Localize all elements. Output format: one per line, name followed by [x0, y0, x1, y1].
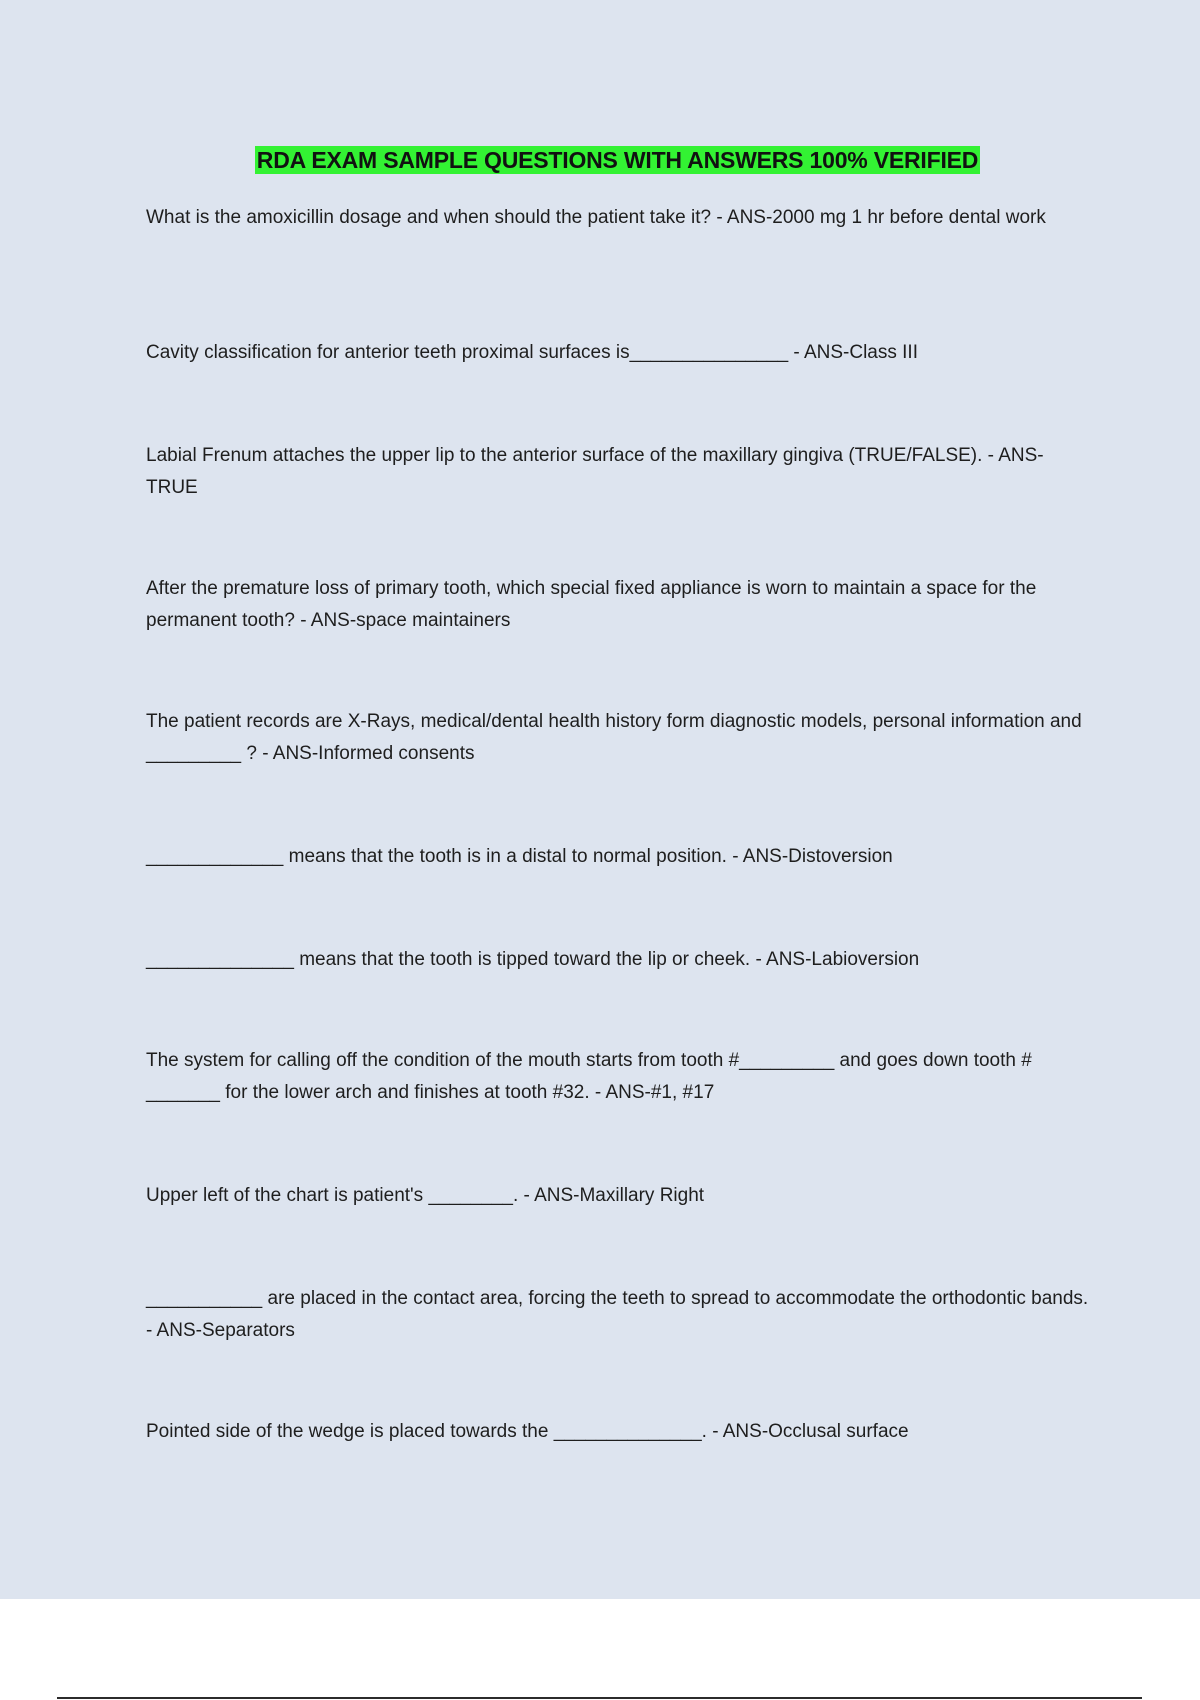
- qa-item-11: Pointed side of the wedge is placed towards the ______________. - ANS-Occlusal surface: [146, 1421, 909, 1442]
- qa-item-10: ___________ are placed in the contact area, forcing the teeth to spread to accommodate the orthodontic bands. - ANS-Separators: [146, 1288, 1089, 1341]
- qa-item-3: Labial Frenum attaches the upper lip to the anterior surface of the maxillary gingiva (TRUE/FALSE). - ANS-TRUE: [146, 445, 1044, 498]
- document-title: RDA EXAM SAMPLE QUESTIONS WITH ANSWERS 100% VERIFIED: [256, 147, 979, 173]
- qa-item-9: Upper left of the chart is patient's ________. - ANS-Maxillary Right: [146, 1185, 705, 1206]
- qa-item-7: ______________ means that the tooth is tipped toward the lip or cheek. - ANS-Labioversion: [146, 949, 920, 970]
- qa-item-2: Cavity classification for anterior teeth proximal surfaces is_______________ - ANS-Class III: [146, 342, 918, 363]
- page-bottom-rule: [57, 1697, 1142, 1699]
- qa-item-8: The system for calling off the condition of the mouth starts from tooth #_________ and goes down tooth # _______ for the lower arch and finishes at tooth #32. - ANS-#1, #17: [146, 1050, 1032, 1103]
- qa-item-5: The patient records are X-Rays, medical/dental health history form diagnostic models, personal information and _________ ? - ANS-Informed consents: [146, 711, 1082, 764]
- qa-item-4: After the premature loss of primary tooth, which special fixed appliance is worn to maintain a space for the permanent tooth? - ANS-space maintainers: [146, 578, 1037, 631]
- qa-item-6: _____________ means that the tooth is in a distal to normal position. - ANS-Distoversion: [146, 846, 893, 867]
- title-row: [0, 146, 1200, 174]
- qa-item-1: What is the amoxicillin dosage and when should the patient take it? - ANS-2000 mg 1 hr before dental work: [146, 207, 1046, 228]
